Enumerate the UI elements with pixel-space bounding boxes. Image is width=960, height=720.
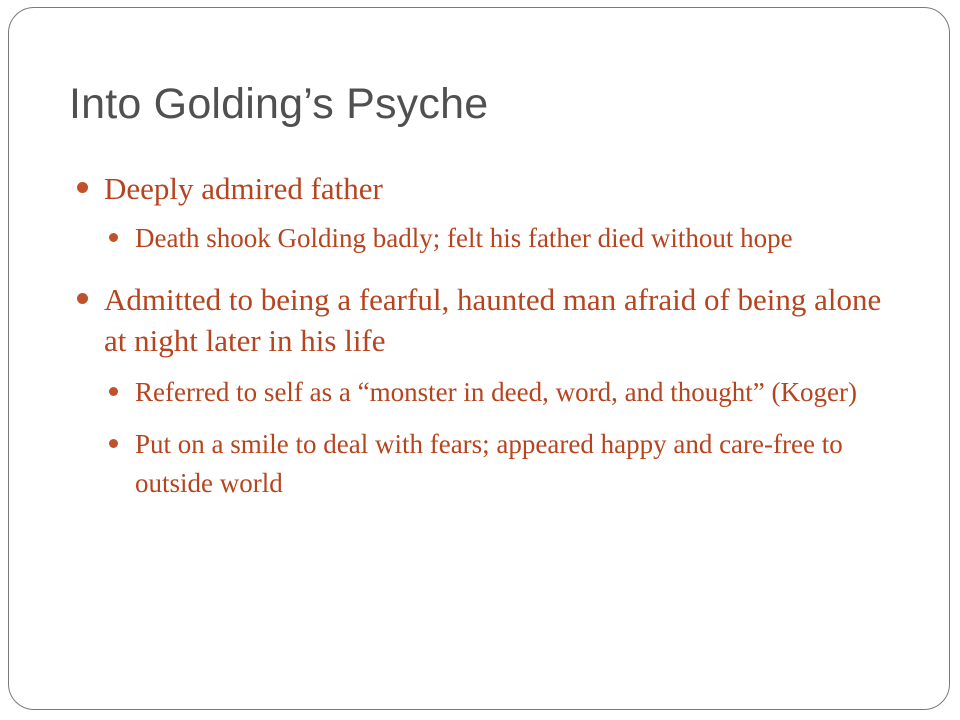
bullet-dot-icon <box>109 387 118 396</box>
bullet-dot-icon <box>77 293 88 304</box>
bullet-dot-icon <box>109 233 118 242</box>
bullet-item <box>71 279 901 361</box>
bullet-dot-icon <box>109 439 118 448</box>
sub-bullet-text: Death shook Golding badly; felt his father died without hope <box>135 223 793 253</box>
bullet-text: Deeply admired father <box>104 171 383 206</box>
sub-bullet-item <box>102 219 870 258</box>
bullet-list <box>71 168 901 503</box>
sub-bullet-item <box>102 425 870 503</box>
bullet-text: Admitted to being a fearful, haunted man afraid of being alone at night later in his life <box>104 282 882 358</box>
slide-frame <box>8 7 950 710</box>
sub-bullet-item <box>102 373 870 412</box>
sub-bullet-text: Put on a smile to deal with fears; appeared happy and care-free to outside world <box>135 429 843 498</box>
bullet-dot-icon <box>77 182 88 193</box>
bullet-item <box>71 168 901 209</box>
slide-title: Into Golding’s Psyche <box>69 80 489 128</box>
sub-bullet-text: Referred to self as a “monster in deed, word, and thought” (Koger) <box>135 377 857 407</box>
